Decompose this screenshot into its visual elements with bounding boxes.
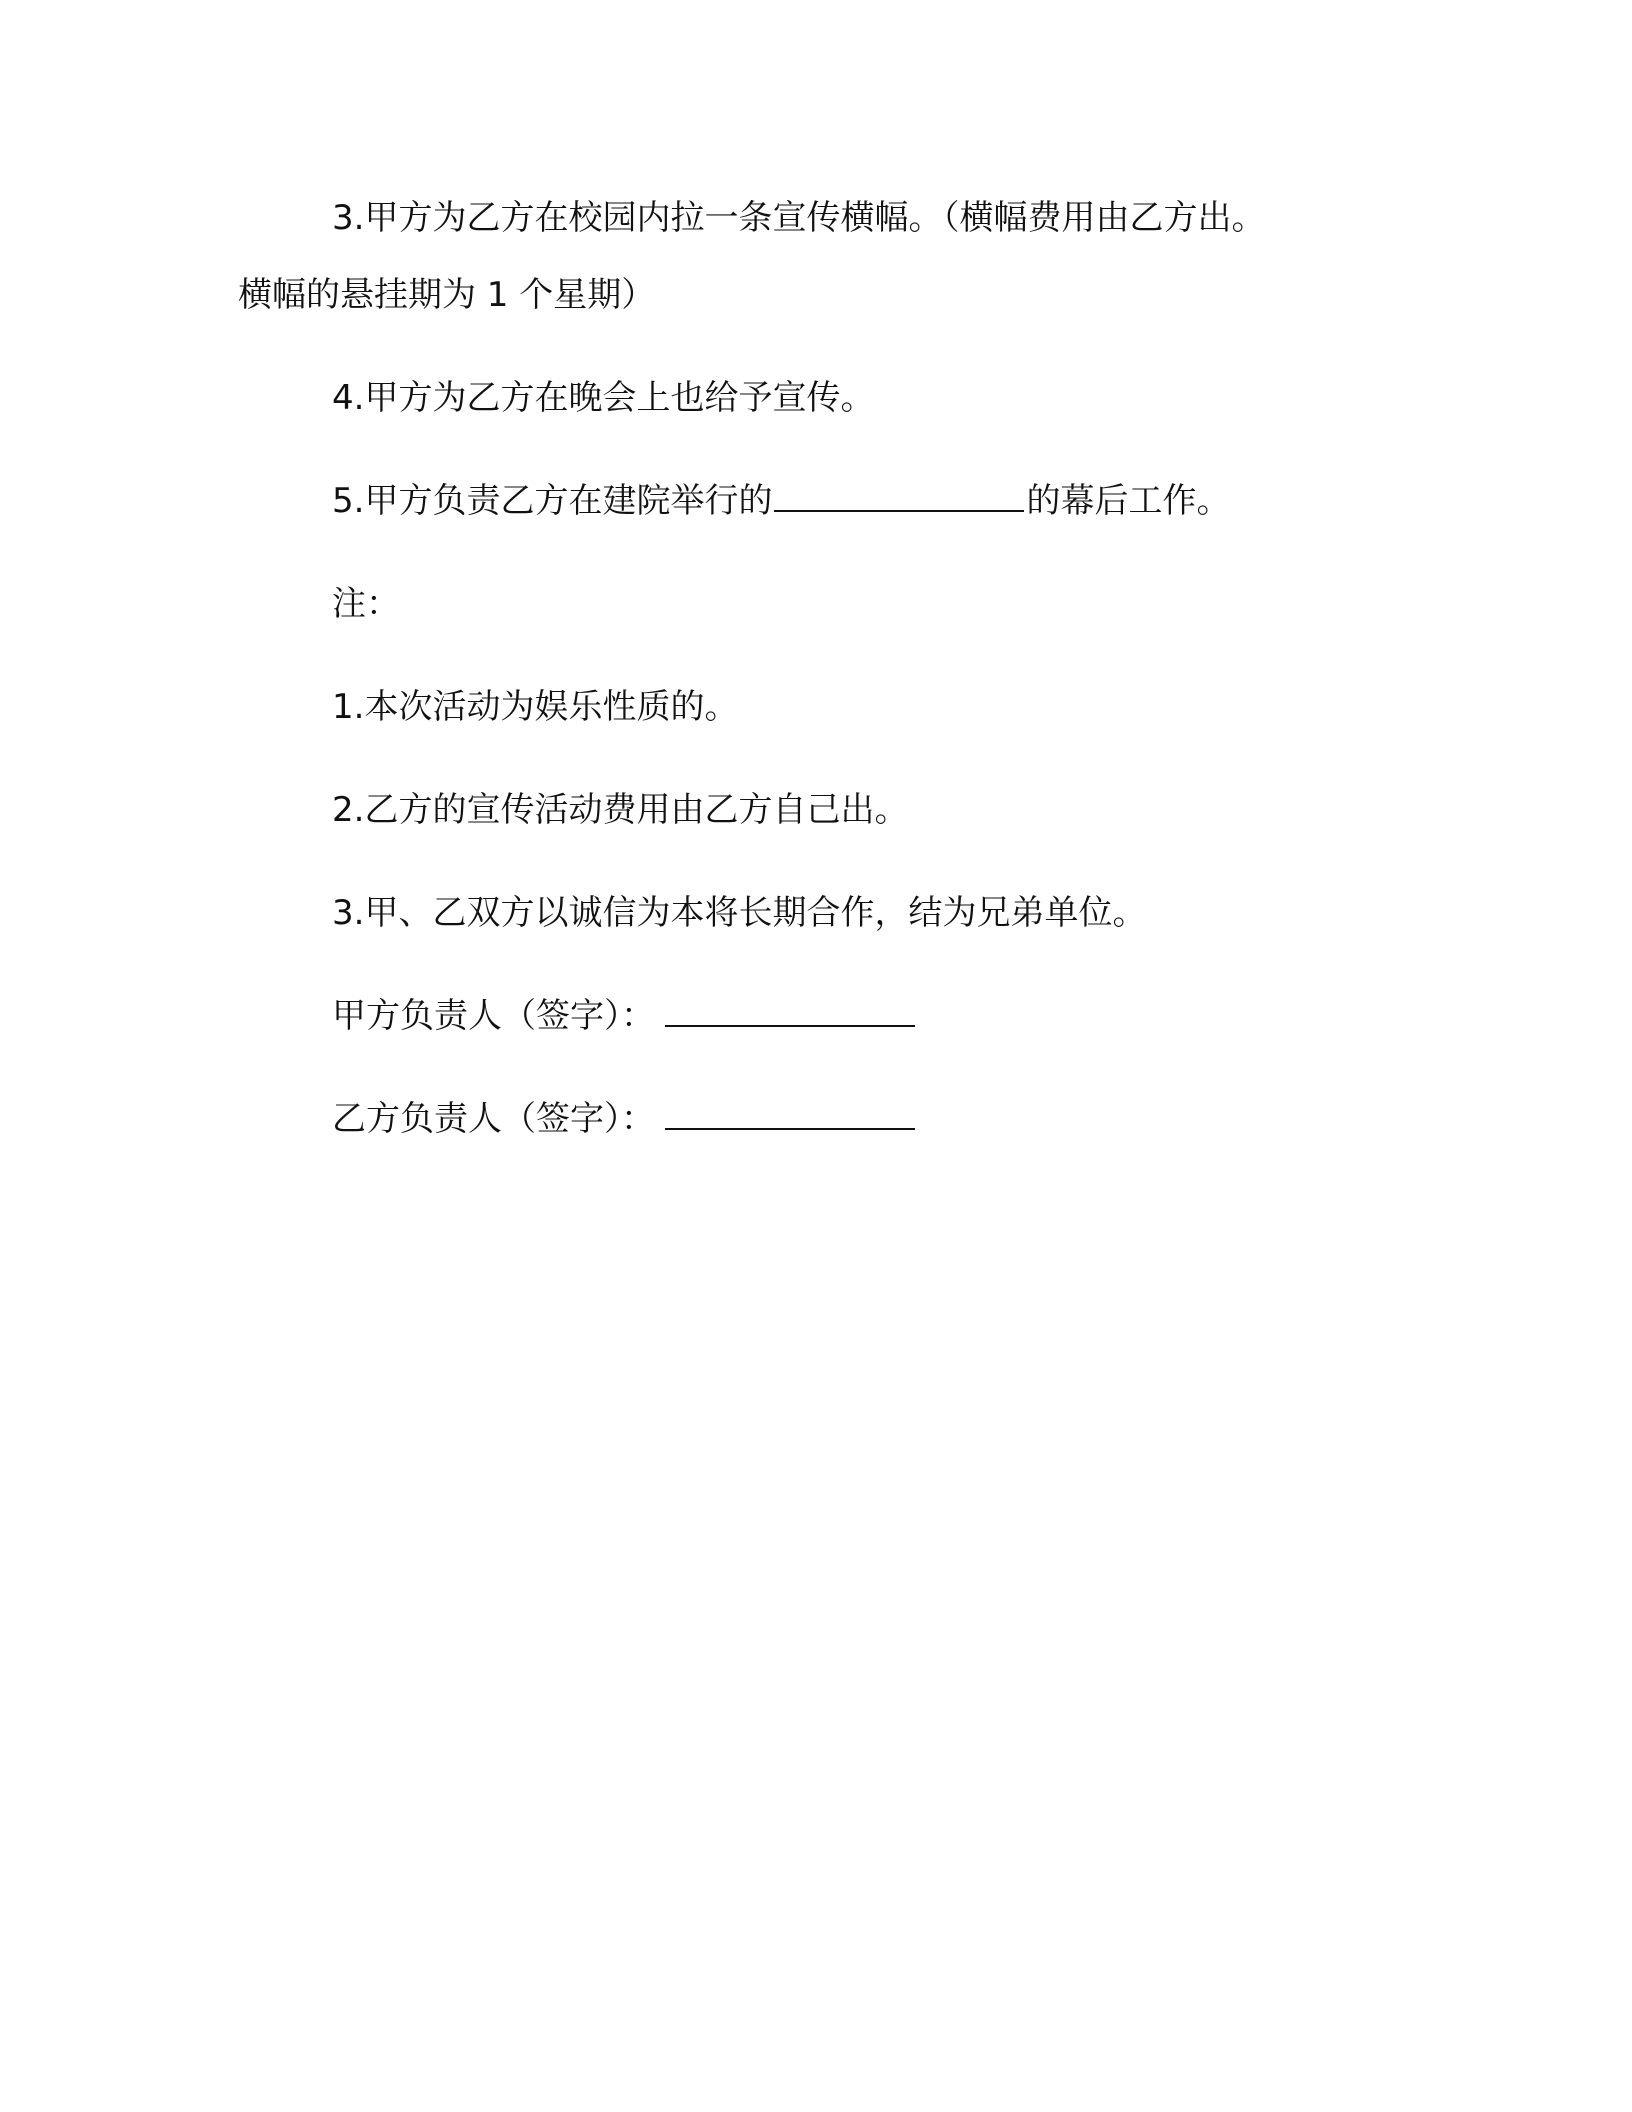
note-item-3: 3.甲、乙双方以诚信为本将长期合作，结为兄弟单位。 xyxy=(332,893,1147,933)
note-item-1: 1.本次活动为娱乐性质的。 xyxy=(332,687,739,727)
paragraph-4: 4.甲方为乙方在晚会上也给予宣传。 xyxy=(332,378,875,418)
note-item-2: 2.乙方的宣传活动费用由乙方自己出。 xyxy=(332,790,909,830)
paragraph-3-line-1: 3.甲方为乙方在校园内拉一条宣传横幅。（横幅费用由乙方出。 xyxy=(332,198,1266,238)
paragraph-5-text-before: 5.甲方负责乙方在建院举行的 xyxy=(332,481,773,521)
paragraph-3-line-2: 横幅的悬挂期为 1 个星期） xyxy=(238,275,656,315)
party-a-signature-blank xyxy=(665,995,915,1027)
party-b-signature-blank xyxy=(665,1098,915,1130)
party-a-signature xyxy=(332,994,915,1038)
note-heading: 注： xyxy=(332,584,400,624)
paragraph-5 xyxy=(332,479,1230,523)
party-b-signature-label: 乙方负责人（签字）： xyxy=(332,1099,655,1139)
party-a-signature-label: 甲方负责人（签字）： xyxy=(332,996,655,1036)
party-b-signature xyxy=(332,1097,915,1141)
paragraph-5-blank-line xyxy=(774,480,1024,512)
paragraph-5-text-after: 的幕后工作。 xyxy=(1026,481,1231,521)
